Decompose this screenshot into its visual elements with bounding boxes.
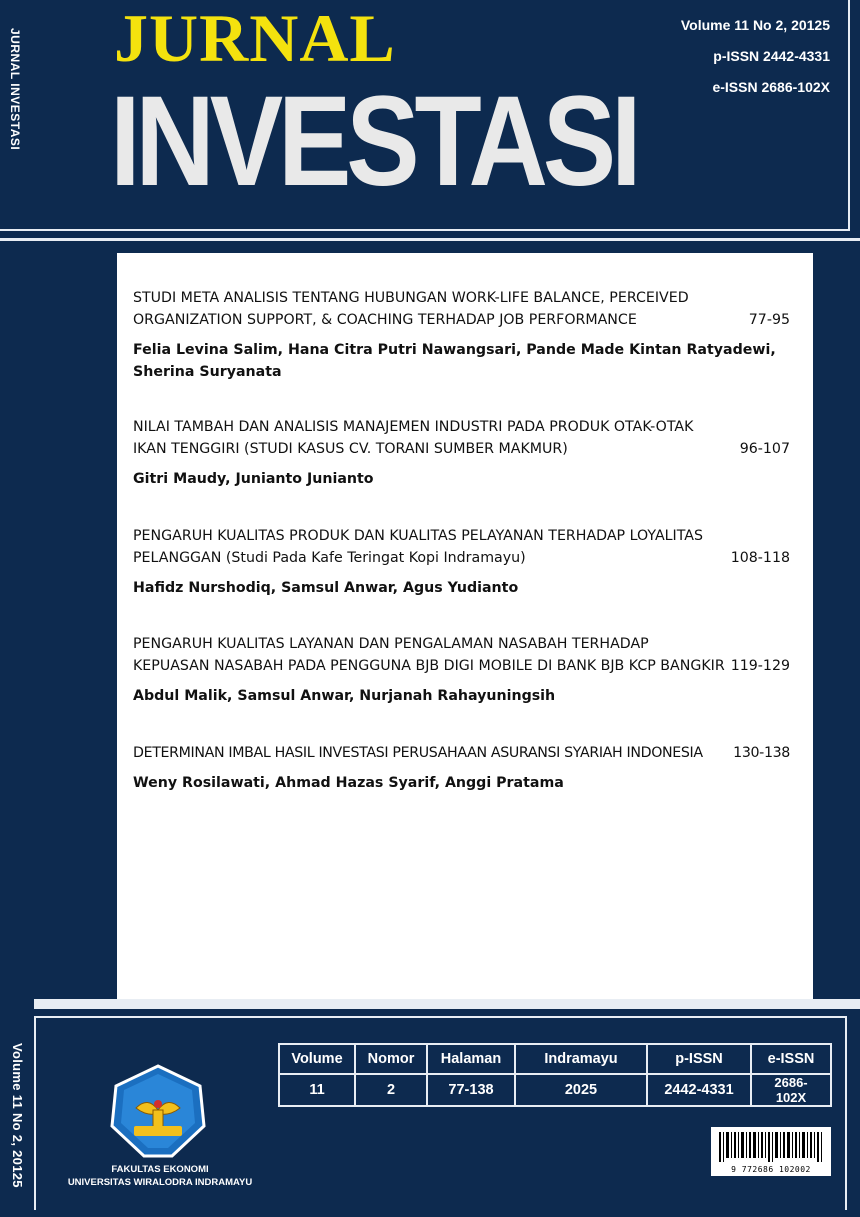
- table-value-year: 2025: [515, 1074, 647, 1106]
- article-4[interactable]: [133, 633, 790, 707]
- table-header-indramayu: Indramayu: [515, 1044, 647, 1074]
- table-header-halaman: Halaman: [427, 1044, 515, 1074]
- article-2[interactable]: [133, 416, 790, 490]
- table-value-halaman: 77-138: [427, 1074, 515, 1106]
- pissn-line: p-ISSN 2442-4331: [713, 48, 830, 64]
- faculty-text: [40, 1163, 280, 1189]
- eissn-line: e-ISSN 2686-102X: [712, 79, 830, 95]
- table-value-pissn: 2442-4331: [647, 1074, 751, 1106]
- article-5[interactable]: [133, 742, 790, 794]
- table-of-contents: [117, 253, 813, 999]
- article-authors: Gitri Maudy, Junianto Junianto: [133, 471, 374, 487]
- top-divider-line: [0, 238, 860, 241]
- article-authors: Felia Levina Salim, Hana Citra Putri Nawangsari, Pande Made Kintan Ratyadewi, Sherina Suryanata: [133, 342, 776, 380]
- bottom-divider-line: [34, 999, 860, 1009]
- article-3[interactable]: [133, 525, 790, 599]
- article-pages: 96-107: [739, 441, 790, 457]
- spine-title: JURNAL INVESTASI: [8, 28, 22, 151]
- investasi-wordmark: INVESTASI: [110, 70, 637, 213]
- article-1[interactable]: [133, 287, 790, 383]
- article-pages: 108-118: [730, 550, 790, 566]
- university-logo: [108, 1064, 208, 1160]
- table-header-volume: Volume: [279, 1044, 355, 1074]
- article-title: DETERMINAN IMBAL HASIL INVESTASI PERUSAHAAN ASURANSI SYARIAH INDONESIA 130-138: [133, 742, 790, 764]
- article-authors: Hafidz Nurshodiq, Samsul Anwar, Agus Yudianto: [133, 580, 519, 596]
- article-pages: 119-129: [730, 658, 790, 674]
- spine-volume: Volume 11 No 2, 20125: [10, 1043, 25, 1188]
- table-header-nomor: Nomor: [355, 1044, 427, 1074]
- issue-info-table: [278, 1043, 832, 1107]
- table-header-row: [279, 1044, 831, 1074]
- article-pages: 77-95: [748, 312, 790, 328]
- table-value-nomor: 2: [355, 1074, 427, 1106]
- article-title: STUDI META ANALISIS TENTANG HUBUNGAN WORK-LIFE BALANCE, PERCEIVED ORGANIZATION SUPPORT, & COACHING TERHADAP JOB PERFORMANCE 77-95: [133, 287, 790, 331]
- article-authors: Abdul Malik, Samsul Anwar, Nurjanah Rahayuningsih: [133, 688, 556, 704]
- isbn-barcode: [711, 1127, 831, 1176]
- university-name: UNIVERSITAS WIRALODRA INDRAMAYU: [67, 1177, 253, 1188]
- barcode-icon: [719, 1132, 823, 1162]
- jurnal-wordmark: JURNAL: [114, 0, 396, 76]
- article-title: PENGARUH KUALITAS PRODUK DAN KUALITAS PELAYANAN TERHADAP LOYALITAS PELANGGAN (Studi Pada Kafe Teringat Kopi Indramayu) 108-118: [133, 525, 790, 569]
- table-value-eissn: 2686-102X: [751, 1074, 831, 1106]
- article-authors: Weny Rosilawati, Ahmad Hazas Syarif, Anggi Pratama: [133, 775, 564, 791]
- article-pages: 130-138: [733, 745, 790, 761]
- article-title: NILAI TAMBAH DAN ANALISIS MANAJEMEN INDUSTRI PADA PRODUK OTAK-OTAK IKAN TENGGIRI (STUDI KASUS CV. TORANI SUMBER MAKMUR) 96-107: [133, 416, 790, 460]
- volume-line: Volume 11 No 2, 20125: [680, 17, 830, 33]
- table-value-row: [279, 1074, 831, 1106]
- table-header-eissn: e-ISSN: [751, 1044, 831, 1074]
- table-value-volume: 11: [279, 1074, 355, 1106]
- table-header-pissn: p-ISSN: [647, 1044, 751, 1074]
- barcode-number: 9 772686 102002: [731, 1165, 811, 1174]
- faculty-name: FAKULTAS EKONOMI: [111, 1164, 209, 1175]
- issue-info: [681, 10, 830, 103]
- article-title: PENGARUH KUALITAS LAYANAN DAN PENGALAMAN NASABAH TERHADAP KEPUASAN NASABAH PADA PENGGUNA BJB DIGI MOBILE DI BANK BJB KCP BANGKIR 119-129: [133, 633, 790, 677]
